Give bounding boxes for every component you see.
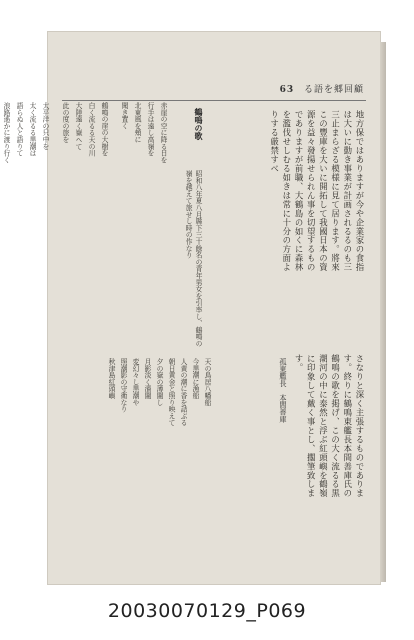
verse-line: 太平洋の只中を [41, 102, 49, 150]
verse-3 [1, 102, 50, 342]
poem-line: 夕の嶽の薄闇し [155, 358, 163, 406]
page-edge [380, 42, 386, 582]
verse-line: 行手は遠し高嶺を [146, 102, 154, 157]
poem-line: 朝日黄金と照り映えて [167, 358, 175, 426]
poem-line: 照潮影の守衛なり [119, 358, 127, 413]
song-note: 昭和八年夏八月縣下三十餘名の青年男女を引率し、鶴鳴の嶺を越えて旅せし時の作なり [184, 170, 202, 347]
verse-line: 太く流るる黒潮は [28, 102, 36, 157]
poem-line: 月影淡く濱闇 [143, 358, 151, 399]
verse-line: 浪路遙かに渡り行く [2, 102, 10, 164]
verse-line: 語らぬ人と語りて [15, 102, 23, 157]
poem-line: 秋津島紅頭嶼 [107, 358, 115, 399]
poem-line: 今黒潮に漁船 [191, 358, 199, 399]
poem-lines [62, 358, 212, 558]
poem-line: 変幻々し黒潮や [131, 358, 139, 406]
poem-author: 孤東艦長 本間善庫 [279, 358, 288, 423]
body-text-upper: 地方保ではありますが今や企業家の食指は大いに動き事業が計画されるるのも三三止まらざる模様に見て居ります。將來この豐庫を大いに開拓して我國日本の資源を益々發揚せられん事を切望するものでありますが前職、大鶴島の如くに森林を濫伐せしむる如きは常に十分の方面よりする厳禁すべ [269, 110, 365, 272]
verse-line: 鶴鳴の崖の大樹を [100, 102, 108, 157]
body-text-lower: さなりと深く主張するものであります。終りに鶴鳴東艦長本間善庫氏の鶴鳴の歌を掲げ、この大く流るる黒潮河の中に泰然と浮ぶ紅頭嶼を鶴嶺に印象して戴く事とし、擱筆致します。 [294, 354, 365, 498]
header-rule [62, 100, 366, 101]
song-verses [2, 102, 168, 342]
page-header [280, 82, 364, 95]
verse-line: 大陸遠く嶽へて [74, 102, 82, 150]
book-page [2, 32, 380, 584]
page-number: 63 [279, 85, 295, 95]
verse-line: 北東風を頬に [133, 102, 141, 143]
poem-line: 人黄の潮に香を詰ぶる [179, 358, 187, 426]
song-title: 鶴鳴の歌 [194, 108, 204, 140]
verse-1 [119, 102, 168, 342]
verse-2 [60, 102, 109, 342]
archive-caption: 20030070129_P069 [107, 600, 307, 622]
verse-line: 此の度の旅を [61, 102, 69, 143]
verse-line: 聞き置く [120, 102, 128, 130]
poem-line: 天の鳥居八幡船 [203, 358, 211, 406]
verse-line: 赤崖の空に降る日を [159, 102, 167, 164]
verse-line: 白く流るる天の川 [87, 102, 95, 157]
running-title: る語を郷回顧 [303, 85, 364, 95]
